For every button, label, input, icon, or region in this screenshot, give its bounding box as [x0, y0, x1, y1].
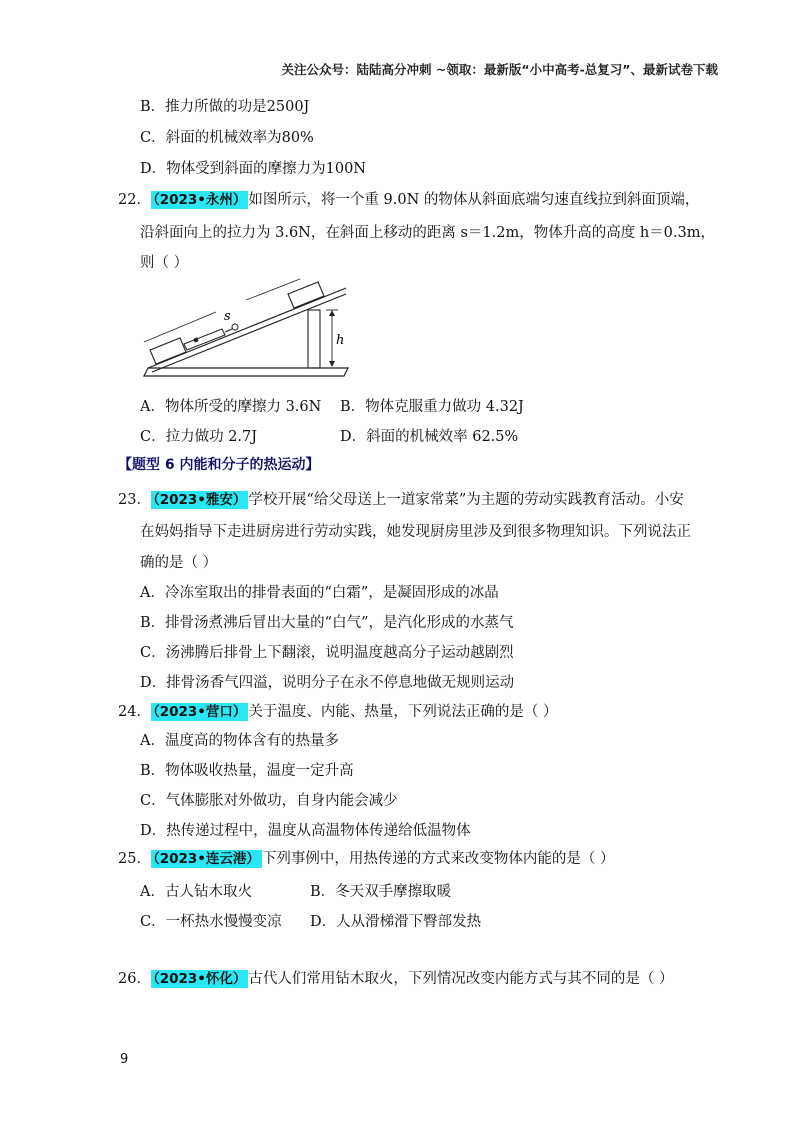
- question-24-line1: [118, 702, 558, 722]
- incline-diagram: [140, 272, 350, 386]
- question-23-line1: [118, 490, 684, 510]
- question-25-line1: [118, 849, 615, 869]
- question-text: 如图所示，将一个重 9.0N 的物体从斜面底端匀速直线拉到斜面顶端，: [248, 192, 700, 208]
- q22-option-b: B．物体克服重力做功 4.32J: [340, 399, 524, 415]
- question-23-line2: 在妈妈指导下走进厨房进行劳动实践，她发现厨房里涉及到很多物理知识。下列说法正: [140, 524, 691, 540]
- question-number: 25．: [118, 851, 151, 867]
- q23-option-b: B．排骨汤煮沸后冒出大量的“白气”，是汽化形成的水蒸气: [140, 615, 514, 631]
- label-s: s: [224, 309, 231, 324]
- q22-option-d: D．斜面的机械效率 62.5%: [340, 429, 519, 445]
- q25-option-c: C．一杯热水慢慢变凉: [140, 914, 282, 930]
- question-22-line2: 沿斜面向上的拉力为 3.6N，在斜面上移动的距离 s＝1.2m，物体升高的高度 h＝0.3m，: [140, 225, 715, 241]
- q25-option-b: B．冬天双手摩擦取暖: [310, 884, 452, 900]
- question-26-line1: [118, 969, 674, 989]
- q24-option-c: C．气体膨胀对外做功，自身内能会减少: [140, 793, 398, 809]
- page-number: 9: [120, 1052, 129, 1067]
- question-number: 24．: [118, 704, 151, 720]
- q24-option-d: D．热传递过程中，温度从高温物体传递给低温物体: [140, 823, 471, 839]
- section-title: 【题型 6 内能和分子的热运动】: [118, 457, 320, 473]
- question-text: 下列事例中，用热传递的方式来改变物体内能的是（ ）: [261, 851, 615, 867]
- question-number: 22．: [118, 192, 151, 208]
- question-text: 学校开展“给父母送上一道家常菜”为主题的劳动实践教育活动。小安: [248, 492, 684, 508]
- q24-option-a: A．温度高的物体含有的热量多: [140, 733, 339, 749]
- source-tag: （2023•营口）: [152, 704, 247, 720]
- q23-option-d: D．排骨汤香气四溢，说明分子在永不停息地做无规则运动: [140, 675, 515, 691]
- source-tag: （2023•雅安）: [152, 492, 247, 508]
- question-22-line1: [118, 190, 699, 210]
- source-tag: （2023•怀化）: [152, 971, 247, 987]
- source-tag: （2023•连云港）: [152, 851, 260, 867]
- question-number: 23．: [118, 492, 151, 508]
- q25-option-a: A．古人钻木取火: [140, 884, 252, 900]
- question-text: 古代人们常用钻木取火，下列情况改变内能方式与其不同的是（ ）: [248, 971, 674, 987]
- q24-option-b: B．物体吸收热量，温度一定升高: [140, 763, 354, 779]
- q23-option-a: A．冷冻室取出的排骨表面的“白霜”，是凝固形成的冰晶: [140, 585, 499, 601]
- q23-option-c: C．汤沸腾后排骨上下翻滚，说明温度越高分子运动越剧烈: [140, 645, 514, 661]
- question-text: 关于温度、内能、热量，下列说法正确的是（ ）: [248, 704, 558, 720]
- question-22-line3: 则（ ）: [140, 255, 189, 271]
- q22-option-a: A．物体所受的摩擦力 3.6N: [140, 399, 322, 415]
- q21-option-b: B．推力所做的功是2500J: [140, 99, 310, 115]
- q22-option-c: C．拉力做功 2.7J: [140, 429, 258, 445]
- page-header: 关注公众号：陆陆高分冲刺 ~领取：最新版“小中高考-总复习”、最新试卷下载: [281, 62, 718, 77]
- q21-option-d: D．物体受到斜面的摩擦力为100N: [140, 161, 366, 177]
- q21-option-c: C．斜面的机械效率为80%: [140, 130, 314, 146]
- source-tag: （2023•永州）: [152, 192, 247, 208]
- question-number: 26．: [118, 971, 151, 987]
- q25-option-d: D．人从滑梯滑下臀部发热: [310, 914, 482, 930]
- question-23-line3: 确的是（ ）: [140, 555, 218, 571]
- label-h: h: [336, 333, 345, 348]
